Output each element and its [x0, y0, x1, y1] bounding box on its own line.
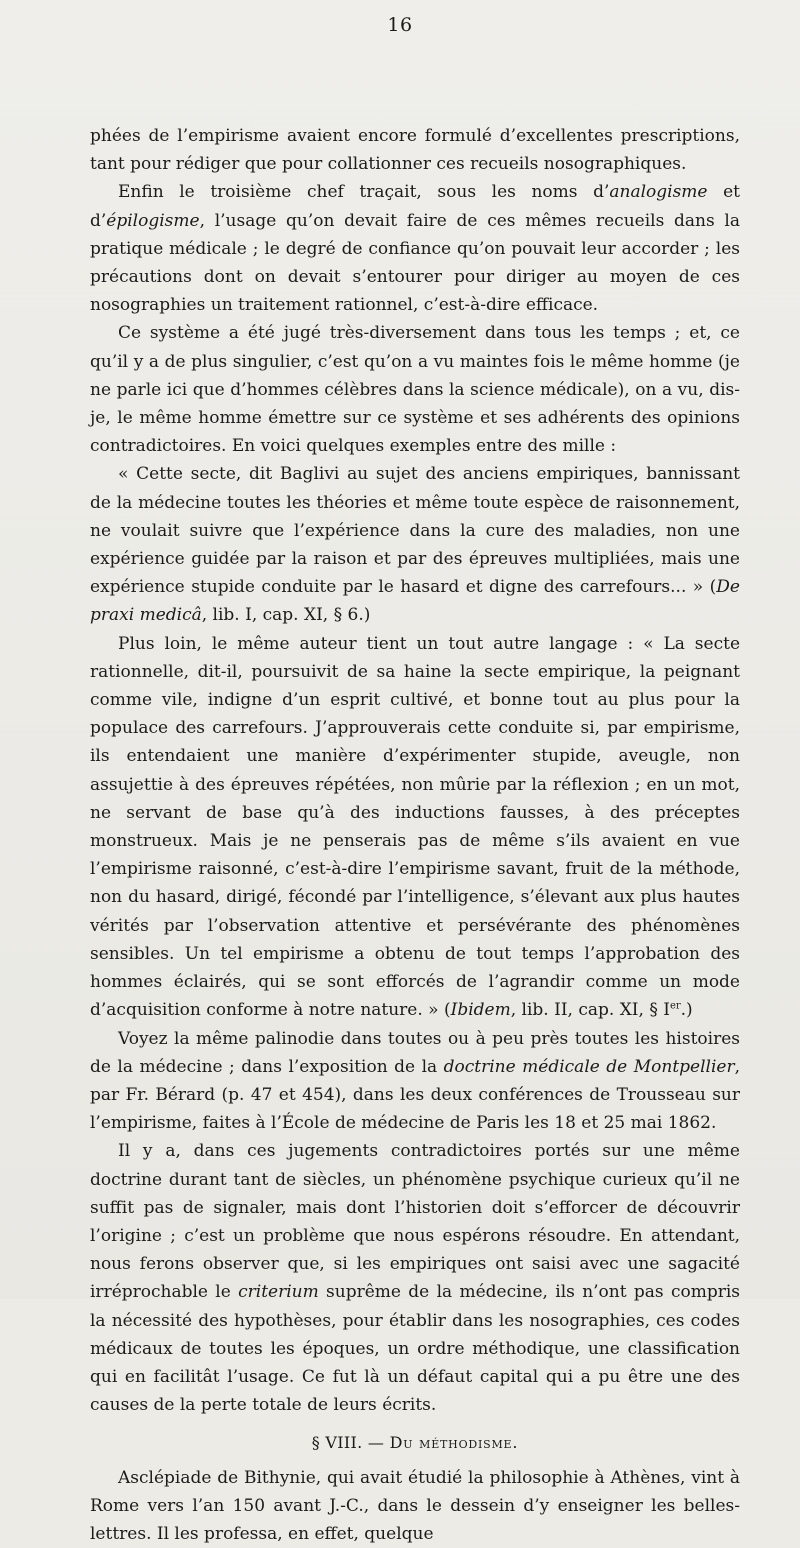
paragraph-8: Asclépiade de Bithynie, qui avait étudié la philosophie à Athènes, vint à Rome vers l’an 150 avant J.-C., dans le dessein d’y enseigner les belles-lettres. Il les professa, en effet, quelque	[90, 1467, 740, 1544]
paragraph-7: Il y a, dans ces jugements contradictoires portés sur une même doctrine durant tant de siècles, un phénomène psychique curieux qu’il ne suffit pas de signaler, mais dont l’historien doit s’efforcer de découvrir l’origine ; c’est un problème que nous espérons résoudre. En attendant, nous ferons observer que, si les empiriques ont saisi avec une sagacité irréprochable le criterium suprême de la médecine, ils n’ont pas compris la nécessité des hypothèses, pour établir dans les nosographies, ces codes médicaux de toutes les époques, un ordre méthodique, une classification qui en facilitât l’usage. Ce fut là un défaut capital qui a pu être une des causes de la perte totale de leurs écrits.	[90, 1141, 740, 1416]
term-epilogisme: épilogisme	[106, 210, 200, 231]
page-number: 16	[387, 14, 413, 36]
paragraph-1: phées de l’empirisme avaient encore formulé d’excellentes prescriptions, tant pour rédiger que pour collationner ces recueils nosographiques.	[90, 126, 740, 175]
book-title: doctrine médicale de Montpellier	[443, 1056, 735, 1077]
body-text	[90, 122, 740, 1548]
term-analogisme: analogisme	[609, 182, 708, 203]
paragraph-6: Voyez la même palinodie dans toutes ou à peu près toutes les histoires de la médecine ; dans l’exposition de la doctrine médicale de Montpellier, par Fr. Bérard (p. 47 et 454), dans les deux conférences de Trousseau sur l’empirisme, faites à l’École de médecine de Paris les 18 et 25 mai 1862.	[90, 1028, 740, 1134]
paragraph-2: Enfin le troisième chef traçait, sous les noms d’analogisme et d’épilogisme, l’usage qu’on devait faire de ces mêmes recueils dans la pratique médicale ; le degré de confiance qu’on pouvait leur accorder ; les précautions dont on devait s’entourer pour diriger au moyen de ces nosographies un traitement rationnel, c’est-à-dire efficace.	[90, 182, 740, 316]
citation-title: De praxi medicâ	[90, 577, 740, 626]
citation-ibidem: Ibidem	[450, 1000, 511, 1021]
paragraph-3: Ce système a été jugé très-diversement dans tous les temps ; et, ce qu’il y a de plus singulier, c’est qu’on a vu maintes fois le même homme (je ne parle ici que d’hommes célèbres dans la science médicale), on a vu, dis-je, le même homme émettre sur ce système et ses adhérents des opinions contradictoires. En voici quelques exemples entre des mille :	[90, 323, 740, 457]
term-criterium: criterium	[238, 1282, 319, 1303]
paragraph-5-quote: Plus loin, le même auteur tient un tout autre langage : « La secte rationnelle, dit-il, poursuivit de sa haine la secte empirique, la peignant comme vile, indigne d’un esprit cultivé, et bonne tout au plus pour la populace des carrefours. J’approuverais cette conduite si, par empirisme, ils entendaient une manière d’expérimenter stupide, aveugle, non assujettie à des épreuves répétées, non mûrie par la réflexion ; en un mot, ne servant de base qu’à des inductions fausses, à des préceptes monstrueux. Mais je ne penserais pas de même s’ils avaient en vue l’empirisme raisonné, c’est-à-dire l’empirisme savant, fruit de la méthode, non du hasard, dirigé, fécondé par l’intelligence, s’élevant aux plus hautes vérités par l’observation attentive et persévérante des phénomènes sensibles. Un tel empirisme a obtenu de tout temps l’approbation des hommes éclairés, qui se sont efforcés de l’agrandir comme un mode d’acquisition conforme à notre nature. » (Ibidem, lib. II, cap. XI, § Ier.)	[90, 633, 740, 1021]
section-heading: § VIII. — Du méthodisme.	[311, 1433, 519, 1453]
paragraph-4-quote: « Cette secte, dit Baglivi au sujet des anciens empiriques, bannissant de la médecine toutes les théories et même toute espèce de raisonnement, ne voulait suivre que l’expérience dans la cure des maladies, non une expérience guidée par la raison et par des épreuves multipliées, mais une expérience stupide conduite par le hasard et digne des carrefours... » (De praxi medicâ, lib. I, cap. XI, § 6.)	[90, 464, 740, 626]
